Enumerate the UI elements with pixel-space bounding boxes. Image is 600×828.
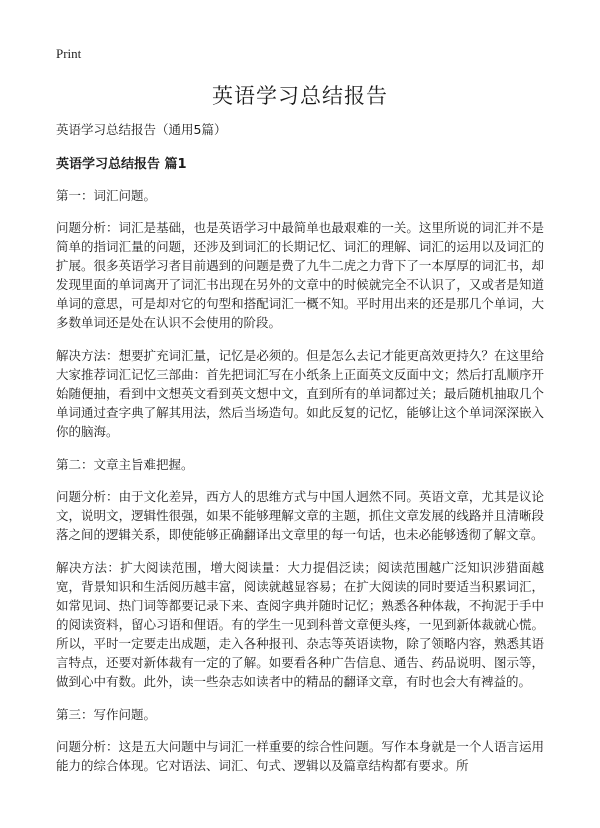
print-label: Print [56, 46, 82, 61]
point-heading-writing: 第三：写作问题。 [56, 707, 157, 722]
document-title: 英语学习总结报告 [212, 84, 388, 108]
point-heading-reading: 第二：文章主旨难把握。 [56, 457, 194, 472]
vocabulary-solution-paragraph: 解决方法：想要扩充词汇量，记忆是必须的。但是怎么去记才能更高效更持久？在这里给大家推荐词汇记忆三部曲：首先把词汇写在小纸条上正面英文反面中文；然后打乱顺序开始随便抽，看到中文想英文看到英文想中文，直到所有的单词都过关；最后随机抽取几个单词通过查字典了解其用法，然后当场造句。如此反复的记忆，能够让这个单词深深嵌入你的脑海。 [56, 348, 544, 439]
reading-analysis-paragraph: 问题分析：由于文化差异，西方人的思维方式与中国人迥然不同。英语文章，尤其是议论文，说明文，逻辑性很强，如果不能够理解文章的主题，抓住文章发展的线路并且清晰段落之间的逻辑关系，即使能够正确翻译出文章里的每一句话，也未必能够透彻了解文章。 [56, 489, 544, 542]
point-heading-vocabulary: 第一：词汇问题。 [56, 188, 157, 203]
vocabulary-analysis-paragraph: 问题分析：词汇是基础，也是英语学习中最简单也最艰难的一关。这里所说的词汇并不是简单的指词汇量的问题，还涉及到词汇的长期记忆、词汇的理解、词汇的运用以及词汇的扩展。很多英语学习者目前遇到的问题是费了九牛二虎之力背下了一本厚厚的词汇书，却发现里面的单词离开了词汇书出现在另外的文章中的时候就完全不认识了，又或者是知道单词的意思，可是却对它的句型和搭配词汇一概不知。平时用出来的还是那几个单词，大多数单词还是处在认识不会使用的阶段。 [56, 220, 544, 330]
section-heading: 英语学习总结报告 篇1 [56, 157, 187, 172]
document-body [56, 120, 544, 789]
document-subtitle: 英语学习总结报告（通用5篇） [56, 122, 227, 137]
reading-solution-paragraph: 解决方法：扩大阅读范围，增大阅读量：大力提倡泛读；阅读范围越广泛知识涉猎面越宽，背景知识和生活阅历越丰富，阅读就越显容易；在扩大阅读的同时要适当积累词汇，如常见词、热门词等都要记录下来、查阅字典并随时记忆；熟悉各种体裁，不拘泥于手中的阅读资料，留心习语和俚语。有的学生一见到科普文章便头疼，一见到新体裁就心慌。所以，平时一定要走出成题，走入各种报刊、杂志等英语读物，除了领略内容，熟悉其语言特点，还要对新体裁有一定的了解。如要看各种广告信息、通告、药品说明、图示等，做到心中有数。此外，读一些杂志如读者中的精品的翻译文章，有时也会大有裨益的。 [56, 560, 544, 689]
writing-analysis-paragraph: 问题分析：这是五大问题中与词汇一样重要的综合性问题。写作本身就是一个人语言运用能力的综合体现。它对语法、词汇、句式、逻辑以及篇章结构都有要求。所 [56, 739, 544, 773]
